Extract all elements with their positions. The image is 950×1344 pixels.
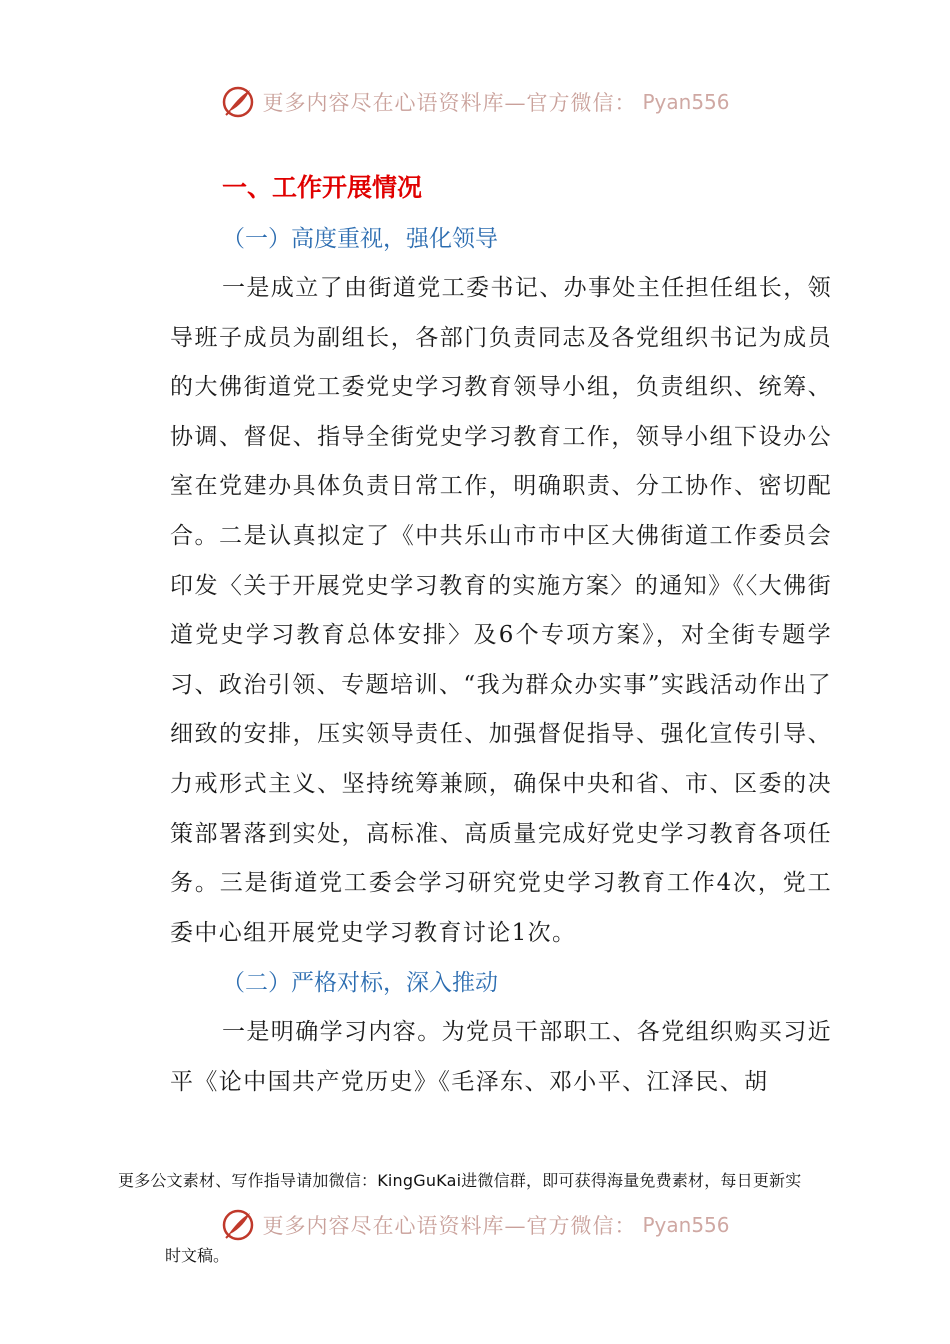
paragraph-1: 一是成立了由街道党工委书记、办事处主任担任组长，领导班子成员为副组长，各部门负责同志及各党组织书记为成员的大佛街道党工委党史学习教育领导小组，负责组织、统筹、协调、督促、指导全街党史学习教育工作，领导小组下设办公室在党建办具体负责日常工作，明确职责、分工协作、密切配合。二是认真拟定了《中共乐山市市中区大佛街道工作委员会印发〈关于开展党史学习教育的实施方案〉的通知》《〈大佛街道党史学习教育总体安排〉及6个专项方案》，对全街专题学习、政治引领、专题培训、“我为群众办实事”实践活动作出了细致的安排，压实领导责任、加强督促指导、强化宣传引导、力戒形式主义、坚持统筹兼顾，确保中央和省、市、区委的决策部署落到实处，高标准、高质量完成好党史学习教育各项任务。三是街道党工委会学习研究党史学习教育工作4次，党工委中心组开展党史学习教育讨论1次。	[170, 275, 832, 946]
watermark-top	[0, 82, 950, 122]
watermark-text: 更多内容尽在心语资料库—官方微信：	[262, 1214, 637, 1238]
paragraph-2: 一是明确学习内容。为党员干部职工、各党组织购买习近平《论中国共产党历史》《毛泽东、邓小平、江泽民、胡	[170, 1019, 832, 1095]
footer-note: 更多公文素材、写作指导请加微信：KingGuKai进微信群，即可获得海量免费素材，每日更新实	[118, 1171, 802, 1190]
subheading-2: （二）严格对标，深入推动	[222, 970, 498, 997]
quill-pen-logo-icon	[220, 84, 256, 120]
section-heading: 一、工作开展情况	[222, 173, 423, 202]
quill-pen-logo-icon	[220, 1207, 256, 1243]
watermark-bottom	[0, 1205, 950, 1245]
subheading-1: （一）高度重视，强化领导	[222, 226, 498, 252]
document-body	[170, 162, 832, 1108]
footer-tail: 时文稿。	[165, 1246, 230, 1265]
watermark-text: 更多内容尽在心语资料库—官方微信：	[262, 91, 637, 115]
watermark-id: Pyan556	[642, 1213, 730, 1237]
watermark-id: Pyan556	[642, 90, 730, 114]
